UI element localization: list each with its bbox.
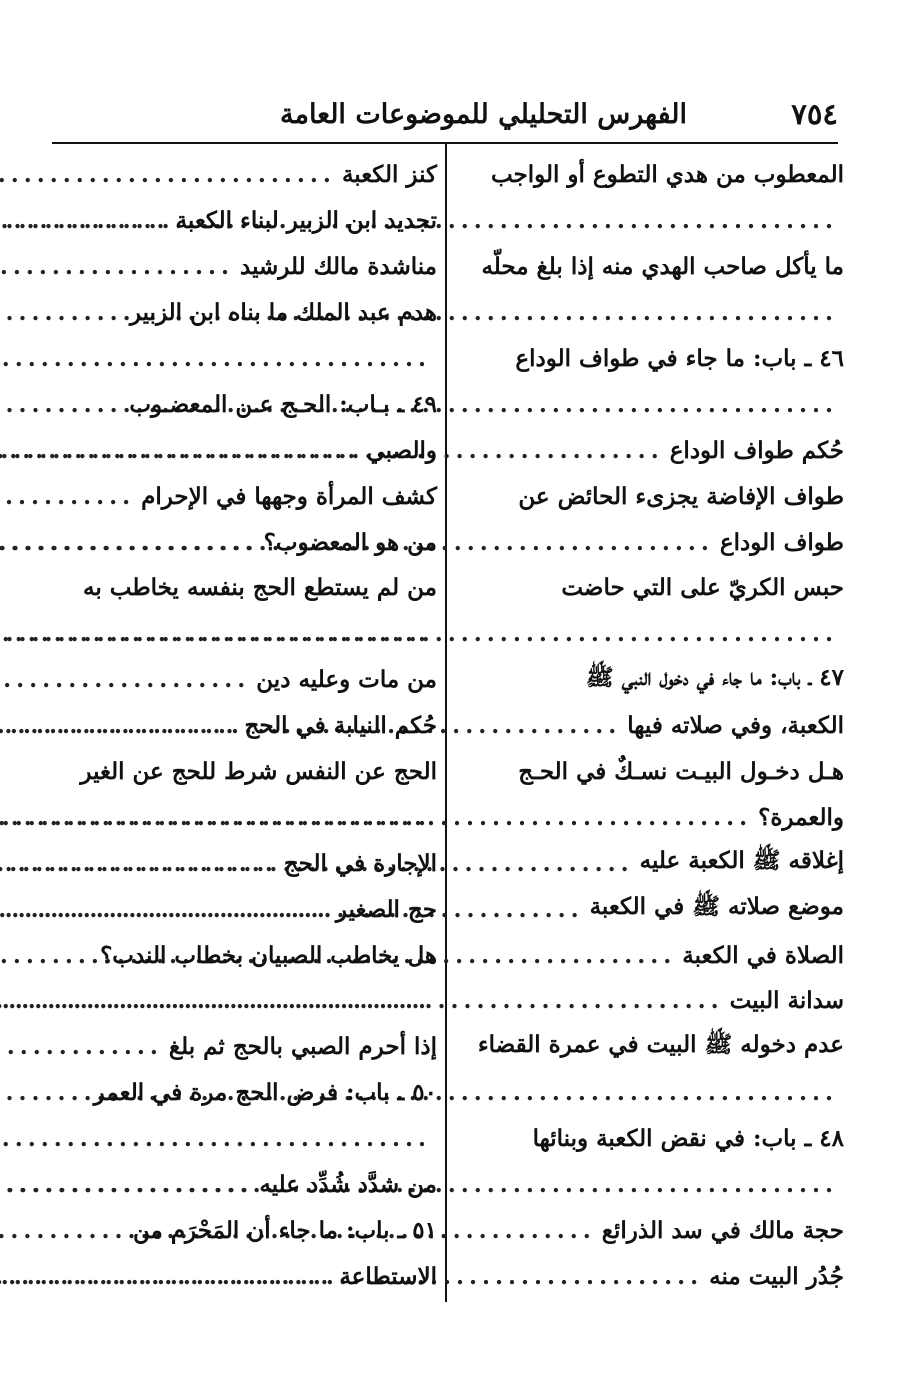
index-entry: [460, 1116, 844, 1162]
entry-title: هل يخاطب الصبيان بخطاب الندب؟: [100, 941, 437, 969]
page-number: ٧٥٤: [791, 97, 838, 131]
index-entry: [460, 657, 844, 703]
index-entry: [53, 794, 437, 840]
index-entry: [460, 519, 844, 565]
entry-title: ٥١ ـ باب: ما جاء أن المَحْرَم من: [132, 1216, 437, 1244]
entry-title: من هو المعضوب؟: [263, 528, 437, 556]
leader-dots: [0, 1171, 259, 1198]
leader-dots: [0, 161, 342, 188]
index-entry: [460, 703, 844, 749]
entry-title: موضع صلاته ﷺ في الكعبة: [589, 893, 844, 921]
index-entry: [53, 473, 437, 519]
index-entry: [460, 152, 844, 198]
page-header: [52, 92, 838, 136]
index-entry: [460, 336, 844, 382]
entry-title: من شدَّد شُدِّد عليه: [259, 1171, 437, 1199]
entry-title: هـل دخـول البيـت نسـكٌ في الحـج: [518, 758, 844, 786]
leader-dots: [0, 666, 256, 693]
index-entry: [460, 565, 844, 611]
leader-dots: [0, 437, 366, 464]
leader-dots: [0, 987, 437, 1014]
entry-title: من لم يستطع الحج بنفسه يخاطب به: [83, 574, 437, 602]
entry-title: ٤٧ ـ باب: ما جاء في دخول النبي ﷺ: [585, 663, 844, 691]
index-entry: [460, 611, 844, 657]
leader-dots: [0, 529, 264, 556]
entry-title: حُكم طواف الوداع: [669, 436, 844, 464]
leader-dots: [0, 896, 336, 923]
entry-title: ما يأكل صاحب الهدي منه إذا بلغ محلّه: [481, 253, 844, 281]
leader-dots: [0, 345, 437, 372]
index-entry: [53, 152, 437, 198]
running-title: الفهرس التحليلي للموضوعات العامة: [280, 98, 687, 130]
index-entry: [460, 749, 844, 795]
index-entry: [460, 244, 844, 290]
index-entry: [460, 1207, 844, 1253]
index-entry: [53, 978, 437, 1024]
entry-title: حجة مالك في سد الذرائع: [601, 1216, 844, 1244]
entry-title: جُدُر البيت منه: [709, 1262, 844, 1290]
entry-title: كشف المرأة وجهها في الإحرام: [141, 482, 437, 510]
entry-title: من مات وعليه دين: [256, 666, 437, 694]
entry-title: إغلاقه ﷺ الكعبة عليه: [639, 847, 844, 875]
entry-title: سدانة البيت: [729, 987, 844, 1015]
entry-title: ٤٦ ـ باب: ما جاء في طواف الوداع: [515, 345, 844, 372]
index-entry: [53, 198, 437, 244]
index-entry: [460, 1162, 844, 1208]
index-entry: [460, 978, 844, 1024]
entry-title: تجديد ابن الزبير لبناء الكعبة: [175, 207, 437, 235]
entry-title: هدم عبد الملك ما بناه ابن الزبير: [129, 299, 437, 327]
index-entry: [53, 290, 437, 336]
entry-title: الكعبة، وفي صلاته فيها: [627, 712, 844, 740]
entry-title: حبس الكريّ على التي حاضت: [561, 574, 844, 602]
index-entry: [53, 381, 437, 427]
index-entry: [53, 244, 437, 290]
index-entry: [53, 519, 437, 565]
leader-dots: [0, 253, 240, 280]
entry-title: والصبي: [366, 436, 437, 464]
index-entry: [460, 1253, 844, 1299]
entry-title: حج الصغير: [335, 895, 437, 923]
leader-dots: [0, 1033, 169, 1060]
index-entry: [460, 198, 844, 244]
entry-title: عدم دخوله ﷺ البيت في عمرة القضاء: [477, 1030, 844, 1058]
entry-title: الحج عن النفس شرط للحج عن الغير: [80, 758, 437, 786]
entry-title: طواف الإفاضة يجزىء الحائض عن: [518, 482, 844, 510]
index-column-left: [53, 152, 437, 1299]
index-entry: [53, 611, 437, 657]
leader-dots: [0, 712, 244, 739]
index-entry: [53, 336, 437, 382]
entry-title: ٤٨ ـ باب: في نقض الكعبة وبنائها: [532, 1125, 844, 1153]
index-entry: [460, 886, 844, 932]
entry-title: كنز الكعبة: [341, 161, 437, 189]
entry-title: الاستطاعة: [339, 1262, 437, 1290]
leader-dots: [0, 1263, 339, 1290]
index-entry: [460, 840, 844, 886]
entry-title: مناشدة مالك للرشيد: [240, 253, 437, 281]
entry-title: ٤٩ ـ بـاب: الحـج عـن المعضـوب: [129, 390, 437, 418]
index-entry: [460, 1024, 844, 1070]
index-column-right: [460, 152, 844, 1299]
entry-title: ٥٠ ـ باب: فرض الحج مرة في العمر: [93, 1079, 437, 1107]
index-entry: [53, 1162, 437, 1208]
index-entry: [460, 932, 844, 978]
index-entry: [460, 794, 844, 840]
index-entry: [53, 427, 437, 473]
index-entry: [460, 290, 844, 336]
index-entry: [53, 1116, 437, 1162]
leader-dots: [0, 483, 141, 510]
index-entry: [53, 840, 437, 886]
entry-title: إذا أحرم الصبي بالحج ثم بلغ: [168, 1033, 437, 1061]
entry-title: الصلاة في الكعبة: [682, 941, 844, 969]
entry-title: الإجارة في الحج: [283, 849, 437, 877]
leader-dots: [0, 850, 284, 877]
index-entry: [53, 565, 437, 611]
index-entry: [53, 657, 437, 703]
index-entry: [53, 1253, 437, 1299]
entry-title: والعمرة؟: [758, 803, 844, 831]
index-entry: [53, 1207, 437, 1253]
index-entry: [53, 703, 437, 749]
index-entry: [460, 427, 844, 473]
leader-dots: [0, 1125, 437, 1152]
index-entry: [53, 1024, 437, 1070]
index-entry: [53, 1070, 437, 1116]
index-entry: [53, 932, 437, 978]
leader-dots: [0, 207, 176, 234]
index-entry: [460, 1070, 844, 1116]
leader-dots: [0, 804, 437, 831]
leader-dots: [0, 620, 437, 647]
index-entry: [460, 473, 844, 519]
entry-title: حُكم النيابة في الحج: [244, 712, 437, 740]
entry-title: المعطوب من هدي التطوع أو الواجب: [490, 161, 844, 189]
index-entry: [53, 749, 437, 795]
index-entry: [460, 381, 844, 427]
entry-title: طواف الوداع: [719, 528, 844, 556]
index-entry: [53, 886, 437, 932]
